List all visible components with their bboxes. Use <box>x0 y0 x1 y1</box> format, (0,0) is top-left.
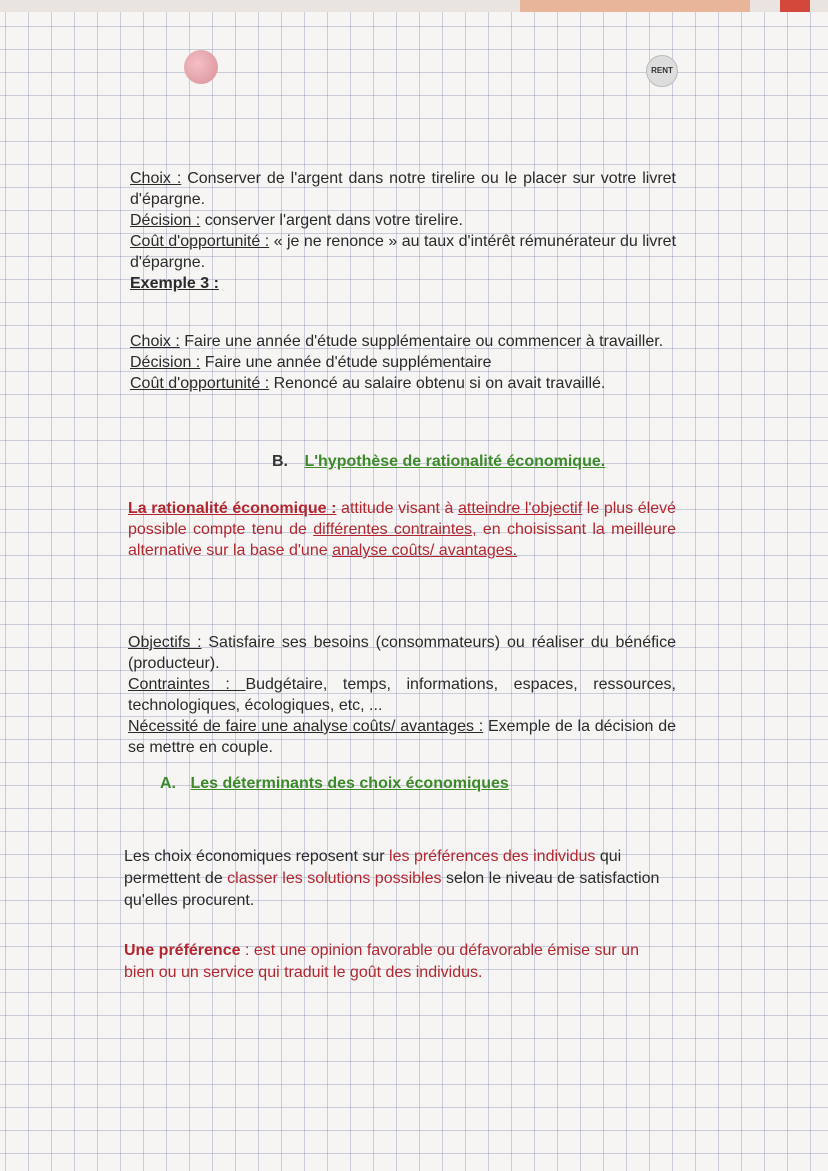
decision-text: conserver l'argent dans votre tirelire. <box>200 212 463 229</box>
choix-label: Choix : <box>130 170 182 187</box>
definition-text: en choisissant la meilleure alternative sur la base d'une <box>128 521 677 559</box>
decision-text: Faire une année d'étude supplémentaire <box>200 354 492 371</box>
section-title: L'hypothèse de rationalité économique. <box>304 453 606 470</box>
section-title: Les déterminants des choix économiques <box>190 775 509 792</box>
section-letter: B. <box>272 453 288 470</box>
cout-text: « je ne renonce » au taux d'intérêt rémunérateur du livret d'épargne. <box>130 233 677 271</box>
sticker-logo: RENT <box>646 55 678 87</box>
definition-highlight: différentes contraintes, <box>313 521 477 538</box>
definition-text: le plus élevé possible compte tenu de <box>128 500 677 538</box>
punch-hole <box>184 50 218 84</box>
section-b-heading <box>272 451 605 472</box>
example-3-block <box>130 331 676 394</box>
contraintes-text: Budgétaire, temps, informations, espaces, ressources, technologiques, écologiques, etc, ... <box>128 676 676 714</box>
objectifs-block <box>128 632 676 758</box>
cout-text: Renoncé au salaire obtenu si on avait travaillé. <box>269 375 606 392</box>
choix-economiques-paragraph <box>124 846 664 912</box>
rationalite-definition <box>128 498 676 561</box>
contraintes-label: Contraintes : <box>128 676 246 693</box>
preference-definition <box>124 940 664 984</box>
paragraph-text: selon le niveau de satisfaction qu'elles procurent. <box>124 870 660 909</box>
definition-term: La rationalité économique : <box>128 500 337 517</box>
cout-label: Coût d'opportunité : <box>130 233 270 250</box>
definition-highlight: analyse coûts/ avantages. <box>332 542 518 559</box>
section-letter: A. <box>160 775 176 792</box>
necessite-label: Nécessité de faire une analyse coûts/ avantages : <box>128 718 484 735</box>
section-a-heading <box>160 773 509 794</box>
objectifs-text: Satisfaire ses besoins (consommateurs) ou réaliser du bénéfice (producteur). <box>128 634 676 672</box>
definition-term: Une préférence <box>124 942 241 959</box>
decision-label: Décision : <box>130 354 201 371</box>
necessite-text: Exemple de la décision de se mettre en couple. <box>128 718 676 756</box>
cout-label: Coût d'opportunité : <box>130 375 270 392</box>
decision-label: Décision : <box>130 212 201 229</box>
example-2-block <box>130 168 676 294</box>
definition-text: : est une opinion favorable ou défavorable émise sur un bien ou un service qui traduit le goût des individus. <box>124 942 639 981</box>
paragraph-text: Les choix économiques reposent sur <box>124 848 390 865</box>
choix-text: Conserver de l'argent dans notre tirelire ou le placer sur votre livret d'épargne. <box>130 170 677 208</box>
page-top-tab <box>780 0 810 12</box>
paragraph-highlight: les préférences des individus <box>389 848 596 865</box>
choix-text: Faire une année d'étude supplémentaire ou commencer à travailler. <box>179 333 664 350</box>
choix-label: Choix : <box>130 333 180 350</box>
definition-highlight: atteindre l'objectif <box>458 500 583 517</box>
paragraph-text: qui permettent de <box>124 848 622 887</box>
page-top-tab <box>520 0 750 12</box>
example-3-title: Exemple 3 : <box>130 275 219 292</box>
definition-text: attitude visant à <box>336 500 459 517</box>
objectifs-label: Objectifs : <box>128 634 202 651</box>
paragraph-highlight: classer les solutions possibles <box>227 870 442 887</box>
